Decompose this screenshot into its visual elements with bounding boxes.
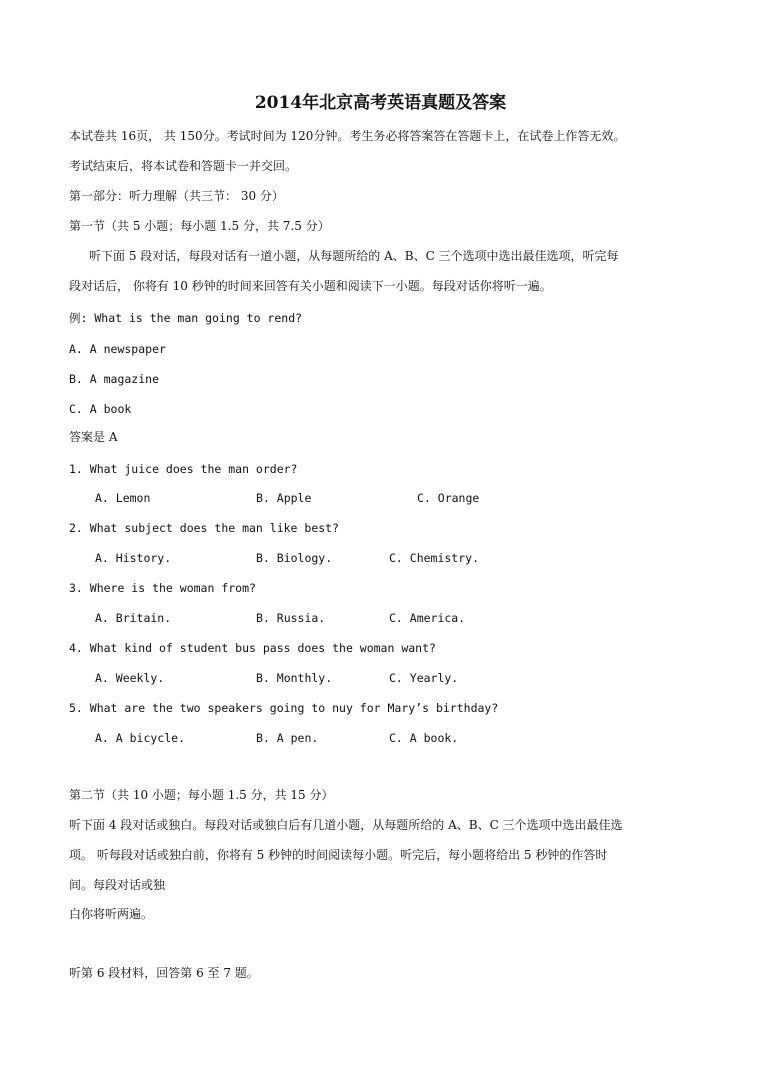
question-option-c: C. America. <box>389 611 466 625</box>
example-prompt: 例: What is the man going to rend? <box>69 311 303 325</box>
passage-6-heading: 听第 6 段材料，回答第 6 至 7 题。 <box>69 966 259 980</box>
example-option-c: C. A book <box>69 402 132 416</box>
question-stem: 1. What juice does the man order? <box>69 462 298 476</box>
question-option-b: B. Biology. <box>256 551 333 565</box>
question-option-a: A. Lemon <box>95 491 151 505</box>
question-option-a: A. History. <box>95 551 172 565</box>
question-stem: 2. What subject does the man like best? <box>69 521 340 535</box>
question-option-a: A. Weekly. <box>95 671 165 685</box>
section2-instructions-line-4: 白你将听两遍。 <box>69 907 154 921</box>
question-stem: 3. Where is the woman from? <box>69 581 256 595</box>
example-option-b: B. A magazine <box>69 372 160 386</box>
section2-instructions-line-1: 听下面 4 段对话或独白。每段对话或独白后有几道小题，从每题所给的 A、B、C 三个选项中选出最佳选 <box>69 818 623 832</box>
question-option-c: C. Chemistry. <box>389 551 480 565</box>
section2-instructions-line-3: 间。每段对话或独 <box>69 878 166 892</box>
question-option-c: C. Orange <box>417 491 480 505</box>
question-stem: 5. What are the two speakers going to nuy for Mary’s birthday? <box>69 701 499 715</box>
question-option-a: A. Britain. <box>95 611 172 625</box>
question-option-b: B. A pen. <box>256 731 319 745</box>
question-option-c: C. Yearly. <box>389 671 459 685</box>
section1-heading: 第一节（共 5 小题；每小题 1.5 分，共 7.5 分） <box>69 219 330 233</box>
question-option-b: B. Monthly. <box>256 671 333 685</box>
question-option-b: B. Russia. <box>256 611 326 625</box>
intro-line-2: 考试结束后，将本试卷和答题卡一并交回。 <box>69 159 298 173</box>
question-option-b: B. Apple <box>256 491 312 505</box>
question-stem: 4. What kind of student bus pass does the woman want? <box>69 641 436 655</box>
example-answer: 答案是 A <box>69 430 118 444</box>
section1-instructions-line-1: 听下面 5 段对话，每段对话有一道小题，从每题所给的 A、B、C 三个选项中选出最佳选项，听完每 <box>89 249 619 263</box>
part1-heading: 第一部分：听力理解（共三节： 30 分） <box>69 189 284 203</box>
section2-heading: 第二节（共 10 小题；每小题 1.5 分，共 15 分） <box>69 788 334 802</box>
question-option-a: A. A bicycle. <box>95 731 186 745</box>
document-title: 2014年北京高考英语真题及答案 <box>254 93 507 113</box>
example-option-a: A. A newspaper <box>69 342 166 356</box>
intro-line-1: 本试卷共 16页， 共 150分。考试时间为 120分钟。考生务必将答案答在答题卡上，在试卷上作答无效。 <box>69 129 626 143</box>
section1-instructions-line-2: 段对话后， 你将有 10 秒钟的时间来回答有关小题和阅读下一小题。每段对话你将听一遍。 <box>69 279 552 293</box>
section2-instructions-line-2: 项。 听每段对话或独白前，你将有 5 秒钟的时间阅读每小题。听完后，每小题将给出 5 秒钟的作答时 <box>69 848 608 862</box>
question-option-c: C. A book. <box>389 731 459 745</box>
